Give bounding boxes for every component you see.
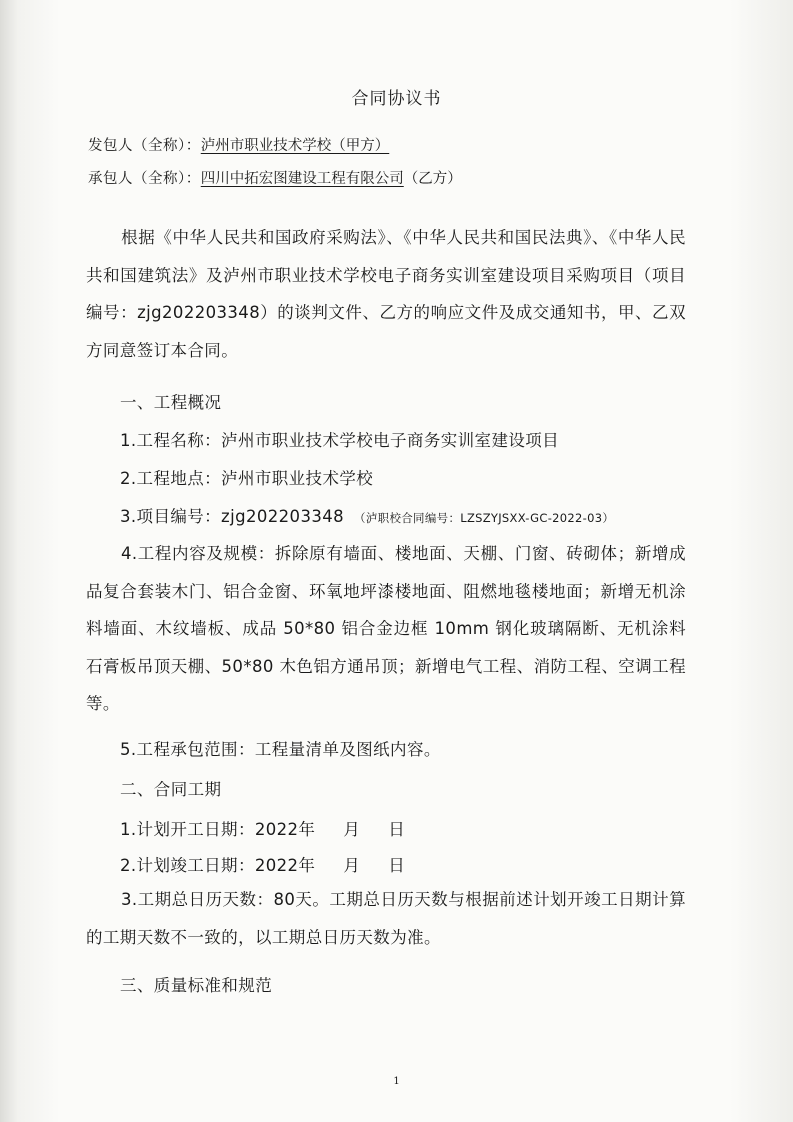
employer-line <box>88 134 389 155</box>
contract-number-note: （泸职校合同编号：LZSZYJSXX-GC-2022-03） <box>354 511 615 525</box>
contract-scope: 5.工程承包范围：工程量清单及图纸内容。 <box>120 740 441 759</box>
contractor-suffix: （乙方） <box>403 171 462 187</box>
contractor-name: 四川中拓宏图建设工程有限公司 <box>200 171 404 187</box>
section1-heading: 一、工程概况 <box>120 393 222 412</box>
planned-finish-date <box>120 852 405 876</box>
start-day: 日 <box>388 820 406 839</box>
duration-paragraph <box>86 881 686 956</box>
finish-date-label: 2.计划竣工日期：2022年 <box>120 856 316 875</box>
project-location: 2.工程地点：泸州市职业技术学校 <box>120 469 374 488</box>
section3-heading: 三、质量标准和规范 <box>120 976 273 995</box>
finish-month: 月 <box>343 856 361 875</box>
project-scope-text: 4.工程内容及规模：拆除原有墙面、楼地面、天棚、门窗、砖砌体；新增成品复合套装木门、铝合金窗、环氧地坪漆楼地面、阻燃地毯楼地面；新增无机涂料墙面、木纹墙板、成品 50*80 铝合金边框 10mm 钢化玻璃隔断、无机涂料石膏板吊顶天棚、50*80 木色铝方通吊顶；新增电气工程、消防工程、空调工程等。 <box>86 544 686 713</box>
employer-label: 发包人（全称）： <box>88 138 201 154</box>
contractor-label: 承包人（全称）： <box>88 171 201 187</box>
intro-text: 根据《中华人民共和国政府采购法》、《中华人民共和国民法典》、《中华人民共和国建筑法》及泸州市职业技术学校电子商务实训室建设项目采购项目（项目编号：zjg202203348）的谈判文件、乙方的响应文件及成交通知书，甲、乙双方同意签订本合同。 <box>86 228 686 360</box>
duration-text: 3.工期总日历天数：80天。工期总日历天数与根据前述计划开竣工日期计算的工期天数不一致的，以工期总日历天数为准。 <box>86 890 686 947</box>
planned-start-date <box>120 816 405 840</box>
section2-heading: 二、合同工期 <box>120 780 222 799</box>
finish-day: 日 <box>388 856 406 875</box>
project-number-line <box>120 503 614 527</box>
page-number: 1 <box>393 1076 400 1087</box>
intro-paragraph <box>86 219 686 369</box>
contractor-line <box>88 167 462 188</box>
start-date-label: 1.计划开工日期：2022年 <box>120 820 316 839</box>
employer-name: 泸州市职业技术学校（甲方） <box>200 138 390 154</box>
project-name: 1.工程名称：泸州市职业技术学校电子商务实训室建设项目 <box>120 431 560 450</box>
start-month: 月 <box>343 820 361 839</box>
project-number: 3.项目编号：zjg202203348 <box>120 507 345 526</box>
document-title: 合同协议书 <box>351 89 442 109</box>
project-scope-paragraph <box>86 535 686 723</box>
